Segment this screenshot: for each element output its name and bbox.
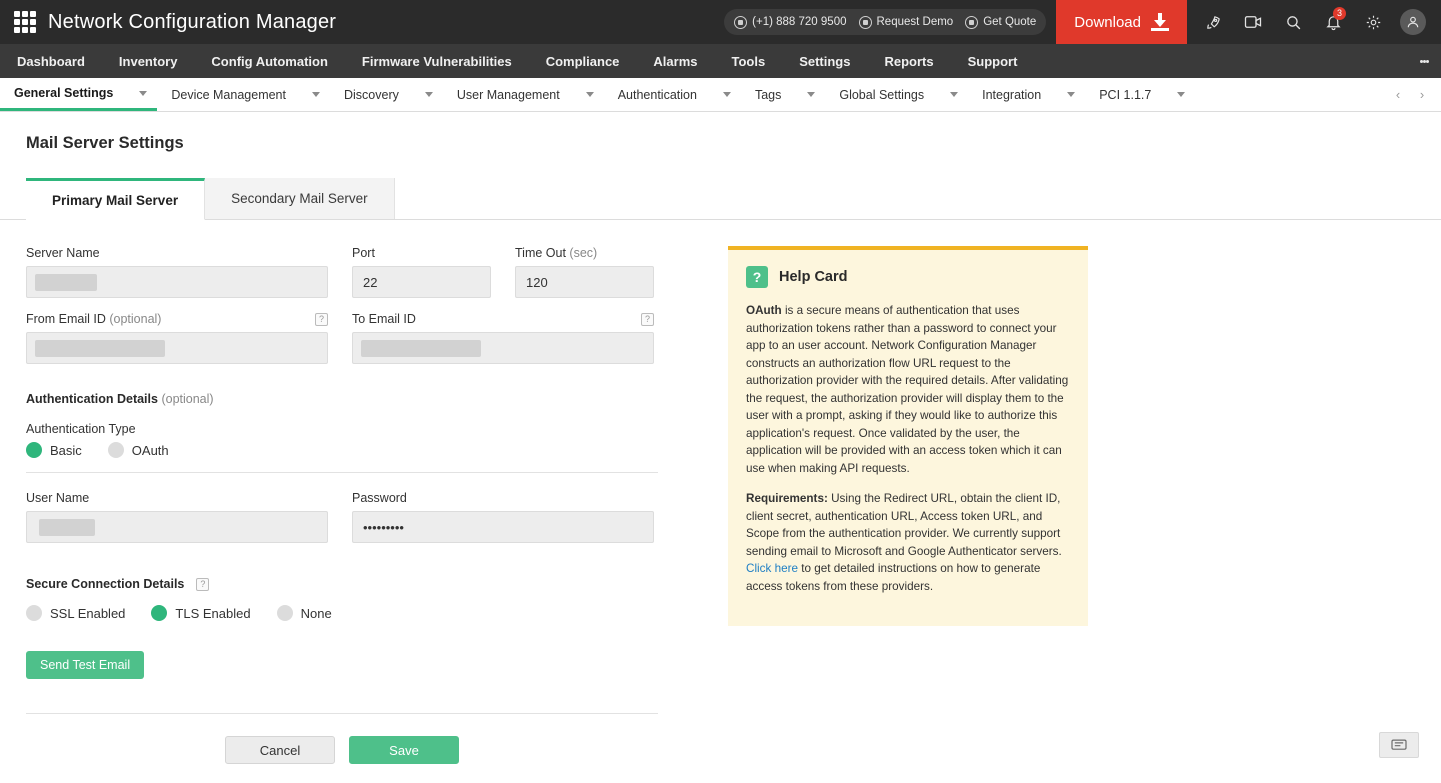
masked-value bbox=[35, 274, 97, 291]
radio-basic-dot bbox=[26, 442, 42, 458]
apps-grid-icon[interactable] bbox=[14, 11, 36, 33]
top-bar-right bbox=[724, 0, 1441, 44]
footer-divider bbox=[26, 713, 658, 714]
radio-ssl-dot bbox=[26, 605, 42, 621]
masked-value bbox=[39, 519, 95, 536]
subnav-item-general-settings[interactable] bbox=[0, 78, 157, 111]
secure-connection-radiogroup bbox=[26, 605, 686, 621]
form-row-server bbox=[26, 246, 686, 312]
user-name-input[interactable] bbox=[26, 511, 328, 543]
authentication-type-radiogroup bbox=[26, 442, 686, 458]
mail-server-tabs bbox=[0, 178, 1441, 220]
field-user-name bbox=[26, 491, 328, 543]
nav-item-support[interactable]: Support bbox=[967, 53, 1018, 69]
help-paragraph-oauth bbox=[746, 302, 1070, 477]
from-email-help-icon[interactable]: ? bbox=[315, 313, 328, 326]
save-button[interactable]: Save bbox=[349, 736, 459, 764]
help-column bbox=[728, 246, 1088, 764]
timeout-input[interactable]: 120 bbox=[515, 266, 654, 298]
secure-connection-help-icon[interactable]: ? bbox=[196, 578, 209, 591]
nav-item-compliance[interactable]: Compliance bbox=[545, 53, 620, 69]
subnav-label: User Management bbox=[456, 87, 560, 102]
subnav-next-icon[interactable]: › bbox=[1419, 87, 1425, 102]
page-content bbox=[0, 220, 1441, 764]
phone-icon bbox=[734, 16, 747, 29]
help-requirements-text-a: Using the Redirect URL, obtain the client ID, client secret, authentication URL, Access token URL, and Scope from the authentication provider. We currently support sending email to Microsoft and Google Authenticator servers. bbox=[746, 492, 1062, 558]
password-label: Password bbox=[352, 491, 407, 505]
more-options-icon[interactable] bbox=[1407, 44, 1441, 78]
from-email-label-text: From Email ID bbox=[26, 312, 106, 326]
subnav-item-discovery[interactable] bbox=[330, 78, 443, 111]
port-input[interactable]: 22 bbox=[352, 266, 491, 298]
timeout-label bbox=[515, 246, 654, 260]
form-row-emails bbox=[26, 312, 686, 378]
page-title: Mail Server Settings bbox=[26, 134, 184, 152]
nav-item-reports[interactable]: Reports bbox=[884, 53, 934, 69]
subnav-label: Global Settings bbox=[839, 87, 925, 102]
subnav-item-authentication[interactable] bbox=[604, 78, 741, 111]
demo-icon bbox=[859, 16, 872, 29]
feedback-widget-icon[interactable] bbox=[1379, 732, 1419, 758]
phone-number: (+1) 888 720 9500 bbox=[752, 16, 847, 28]
radio-tls-dot bbox=[151, 605, 167, 621]
radio-ssl-enabled[interactable] bbox=[26, 605, 125, 621]
field-password bbox=[352, 491, 654, 543]
nav-item-tools[interactable]: Tools bbox=[731, 53, 766, 69]
notification-badge: 3 bbox=[1333, 7, 1346, 20]
chevron-down-icon bbox=[950, 92, 958, 97]
click-here-link[interactable]: Click here bbox=[746, 562, 798, 575]
masked-value bbox=[361, 340, 481, 357]
help-requirements-term: Requirements: bbox=[746, 492, 828, 505]
radio-none-label: None bbox=[300, 605, 332, 621]
radio-tls-enabled[interactable] bbox=[151, 605, 250, 621]
user-name-label: User Name bbox=[26, 491, 90, 505]
help-card bbox=[728, 246, 1088, 626]
chevron-down-icon bbox=[586, 92, 594, 97]
subnav-prev-icon[interactable]: ‹ bbox=[1395, 87, 1401, 102]
to-email-input[interactable] bbox=[352, 332, 654, 364]
field-from-email bbox=[26, 312, 328, 364]
bell-icon[interactable] bbox=[1313, 0, 1353, 44]
download-button[interactable] bbox=[1056, 0, 1187, 44]
tab-secondary-mail-server[interactable]: Secondary Mail Server bbox=[205, 178, 395, 219]
chevron-down-icon bbox=[1177, 92, 1185, 97]
radio-oauth[interactable] bbox=[108, 442, 169, 458]
server-name-input[interactable] bbox=[26, 266, 328, 298]
nav-item-dashboard[interactable]: Dashboard bbox=[17, 53, 85, 69]
get-quote-label: Get Quote bbox=[983, 16, 1037, 28]
radio-basic[interactable] bbox=[26, 442, 82, 458]
authentication-type-label: Authentication Type bbox=[26, 422, 136, 436]
radio-oauth-label: OAuth bbox=[131, 442, 169, 458]
from-email-optional: (optional) bbox=[109, 312, 162, 326]
subnav-label: Discovery bbox=[344, 87, 399, 102]
subnav-label: Integration bbox=[982, 87, 1042, 102]
to-email-help-icon[interactable]: ? bbox=[641, 313, 654, 326]
rocket-icon[interactable] bbox=[1193, 0, 1233, 44]
send-test-email-button[interactable]: Send Test Email bbox=[26, 651, 144, 679]
top-bar bbox=[0, 0, 1441, 44]
radio-oauth-dot bbox=[108, 442, 124, 458]
from-email-input[interactable] bbox=[26, 332, 328, 364]
password-input[interactable]: ••••••••• bbox=[352, 511, 654, 543]
nav-item-config-automation[interactable]: Config Automation bbox=[211, 53, 328, 69]
subnav-item-pci[interactable] bbox=[1085, 78, 1195, 111]
gear-icon[interactable] bbox=[1353, 0, 1393, 44]
chevron-down-icon bbox=[723, 92, 731, 97]
help-card-header bbox=[746, 266, 1070, 288]
timeout-suffix: (sec) bbox=[569, 246, 598, 260]
secure-connection-header bbox=[26, 577, 226, 591]
subnav-item-user-management[interactable] bbox=[443, 78, 604, 111]
masked-value bbox=[35, 340, 165, 357]
cancel-button[interactable]: Cancel bbox=[225, 736, 335, 764]
server-name-label: Server Name bbox=[26, 246, 100, 260]
nav-item-settings[interactable]: Settings bbox=[799, 53, 851, 69]
form-actions bbox=[26, 736, 658, 764]
authentication-details-title bbox=[26, 392, 686, 406]
port-label: Port bbox=[352, 246, 375, 260]
help-requirements-text-b: to get detailed instructions on how to generate access tokens from these providers. bbox=[746, 562, 1041, 593]
download-icon bbox=[1151, 13, 1169, 31]
chevron-down-icon bbox=[312, 92, 320, 97]
request-demo-item[interactable] bbox=[859, 16, 954, 29]
auth-title-text: Authentication Details bbox=[26, 392, 158, 406]
mail-server-form bbox=[26, 246, 686, 764]
radio-ssl-label: SSL Enabled bbox=[50, 605, 126, 621]
field-to-email bbox=[352, 312, 654, 364]
radio-basic-label: Basic bbox=[50, 442, 82, 458]
from-email-label bbox=[26, 312, 161, 326]
main-navigation bbox=[0, 44, 1441, 78]
field-timeout bbox=[515, 246, 654, 298]
app-title: Network Configuration Manager bbox=[48, 10, 337, 33]
search-icon[interactable] bbox=[1273, 0, 1313, 44]
chevron-down-icon bbox=[425, 92, 433, 97]
subnav-label: General Settings bbox=[14, 86, 114, 100]
tab-primary-mail-server[interactable]: Primary Mail Server bbox=[26, 178, 205, 220]
top-icon-group bbox=[1187, 0, 1441, 44]
subnav-label: Authentication bbox=[617, 87, 697, 102]
subnav-scroll-controls bbox=[1387, 78, 1441, 111]
auth-title-optional: (optional) bbox=[161, 392, 214, 406]
subnav-item-tags[interactable] bbox=[741, 78, 825, 111]
help-card-title: Help Card bbox=[779, 269, 848, 285]
form-row-credentials bbox=[26, 491, 686, 557]
get-quote-item[interactable] bbox=[965, 16, 1036, 29]
help-paragraph-requirements bbox=[746, 490, 1070, 595]
download-label: Download bbox=[1074, 13, 1141, 31]
subnav-label: PCI 1.1.7 bbox=[1099, 87, 1152, 102]
form-divider bbox=[26, 472, 658, 473]
chevron-down-icon bbox=[139, 91, 147, 96]
request-demo-label: Request Demo bbox=[876, 16, 954, 28]
contact-pill bbox=[724, 9, 1046, 35]
user-avatar-icon[interactable] bbox=[1393, 0, 1433, 44]
chevron-down-icon bbox=[1067, 92, 1075, 97]
nav-item-inventory[interactable]: Inventory bbox=[118, 53, 178, 69]
quote-icon bbox=[965, 16, 978, 29]
question-mark-icon: ? bbox=[746, 266, 768, 288]
to-email-label: To Email ID bbox=[352, 312, 416, 326]
nav-item-firmware-vulnerabilities[interactable]: Firmware Vulnerabilities bbox=[361, 53, 512, 69]
radio-none-dot bbox=[277, 605, 293, 621]
radio-none[interactable] bbox=[277, 605, 332, 621]
secure-connection-title: Secure Connection Details bbox=[26, 577, 185, 591]
subnav-item-integration[interactable] bbox=[968, 78, 1085, 111]
page-container bbox=[0, 134, 1441, 764]
help-oauth-text: is a secure means of authentication that uses authorization tokens rather than a password to connect your app to an user account. Network Configuration Manager constructs an authorization flow URL request to the authorization provider with the required details. After validating the request, the authorization provider will display them to the user with a prompt, asking if they would like to authorize this application's request. Once validated by the user, the application will be provided with an access token which it can use when making API requests. bbox=[746, 304, 1069, 475]
field-port bbox=[352, 246, 491, 298]
field-server-name bbox=[26, 246, 328, 298]
radio-tls-label: TLS Enabled bbox=[175, 605, 251, 621]
video-tutorial-icon[interactable] bbox=[1233, 0, 1273, 44]
subnav-label: Device Management bbox=[171, 87, 286, 102]
chevron-down-icon bbox=[807, 92, 815, 97]
subnav-label: Tags bbox=[754, 87, 782, 102]
phone-item[interactable] bbox=[734, 16, 846, 29]
nav-item-alarms[interactable]: Alarms bbox=[653, 53, 698, 69]
subnav-item-global-settings[interactable] bbox=[825, 78, 968, 111]
subnav-item-device-management[interactable] bbox=[157, 78, 330, 111]
sub-navigation bbox=[0, 78, 1441, 112]
help-oauth-term: OAuth bbox=[746, 304, 782, 317]
timeout-label-text: Time Out bbox=[515, 246, 566, 260]
